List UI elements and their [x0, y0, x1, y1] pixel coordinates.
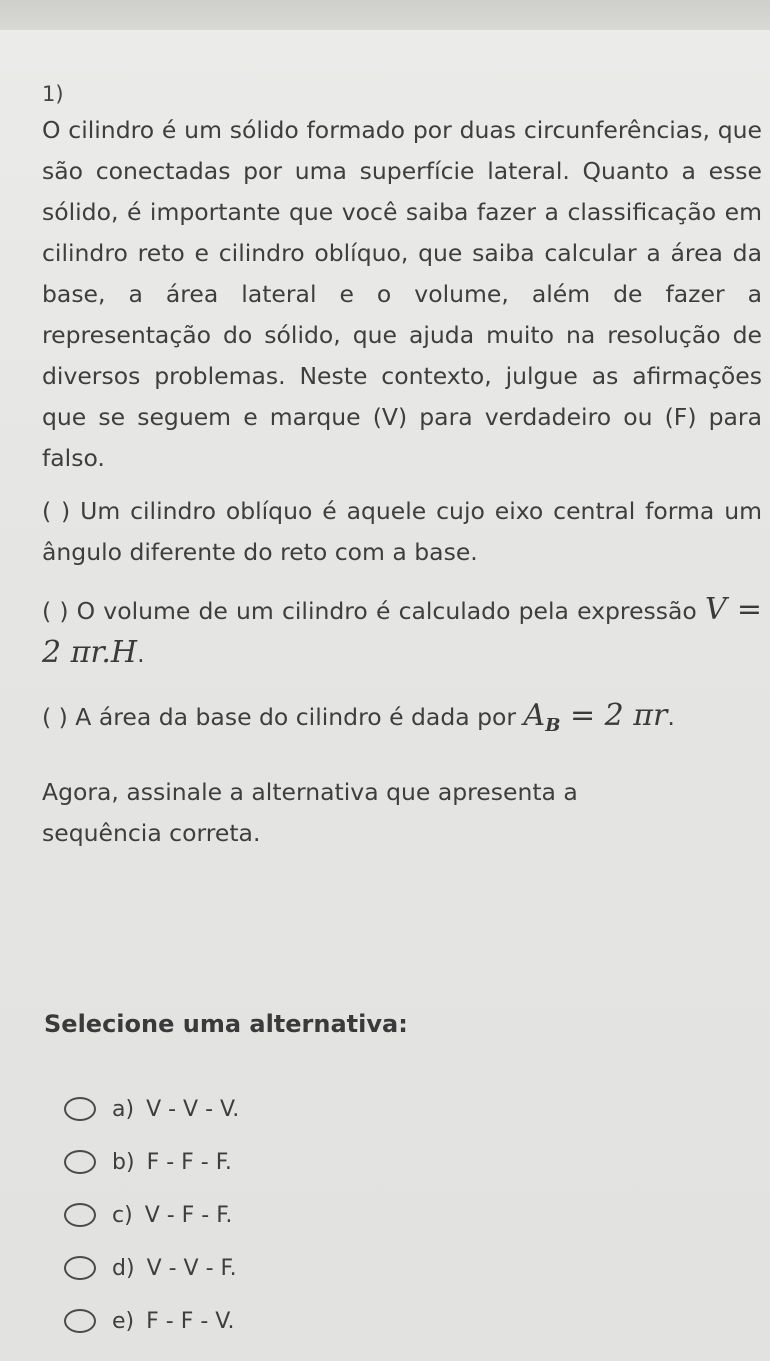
option-e-text: F - F - V. [146, 1308, 235, 1334]
option-e-letter: e) [112, 1308, 135, 1334]
option-d[interactable] [64, 1251, 237, 1285]
base-area-formula-sub: B [545, 715, 561, 736]
statement-2-suffix: . [137, 640, 145, 668]
option-b-text: F - F - F. [146, 1149, 232, 1175]
radio-c[interactable] [64, 1203, 96, 1227]
question-page [0, 30, 770, 1361]
question-prompt: Agora, assinale a alternativa que apresenta a sequência correta. [42, 778, 578, 847]
volume-formula: V = 2 πr.H [42, 592, 762, 670]
question-number: 1) [42, 82, 64, 106]
radio-a[interactable] [64, 1097, 96, 1121]
option-d-letter: d) [112, 1255, 135, 1281]
option-b-letter: b) [112, 1149, 135, 1175]
radio-b[interactable] [64, 1150, 96, 1174]
statement-1-text: Um cilindro oblíquo é aquele cujo eixo central forma um ângulo diferente do reto com a base. [42, 497, 762, 566]
statement-2 [42, 589, 762, 675]
option-a[interactable] [64, 1092, 239, 1126]
base-area-formula-main: A [523, 698, 546, 733]
radio-d[interactable] [64, 1256, 96, 1280]
statement-3-suffix: . [667, 703, 675, 731]
statement-1 [42, 491, 762, 573]
option-c[interactable] [64, 1198, 232, 1232]
statement-3-marker: ( ) [42, 703, 68, 731]
statement-3-text: A área da base do cilindro é dada por [75, 703, 517, 731]
select-alternative-title: Selecione uma alternativa: [44, 1010, 408, 1038]
base-area-formula [523, 698, 668, 736]
statement-2-marker: ( ) [42, 597, 69, 625]
option-b[interactable] [64, 1145, 232, 1179]
option-c-text: V - F - F. [144, 1202, 233, 1228]
top-bar [0, 0, 770, 30]
option-e[interactable] [64, 1304, 235, 1338]
option-d-text: V - V - F. [146, 1255, 237, 1281]
base-area-formula-rest: = 2 πr [569, 698, 668, 733]
question-content [42, 82, 762, 854]
statement-3 [42, 695, 762, 746]
statement-1-marker: ( ) [42, 497, 71, 525]
radio-e[interactable] [64, 1309, 96, 1333]
option-a-letter: a) [112, 1096, 135, 1122]
option-a-text: V - V - V. [146, 1096, 240, 1122]
option-c-letter: c) [112, 1202, 133, 1228]
statement-2-text: O volume de um cilindro é calculado pela expressão [76, 597, 697, 625]
question-intro: O cilindro é um sólido formado por duas circunferências, que são conectadas por uma superfície lateral. Quanto a esse sólido, é importante que você saiba fazer a classificação em cilindro reto e cilindro oblíquo, que saiba calcular a área da base, a área lateral e o volume, além de fazer a representação do sólido, que ajuda muito na resolução de diversos problemas. Neste contexto, julgue as afirmações que se seguem e marque (V) para verdadeiro ou (F) para falso. [42, 116, 762, 472]
